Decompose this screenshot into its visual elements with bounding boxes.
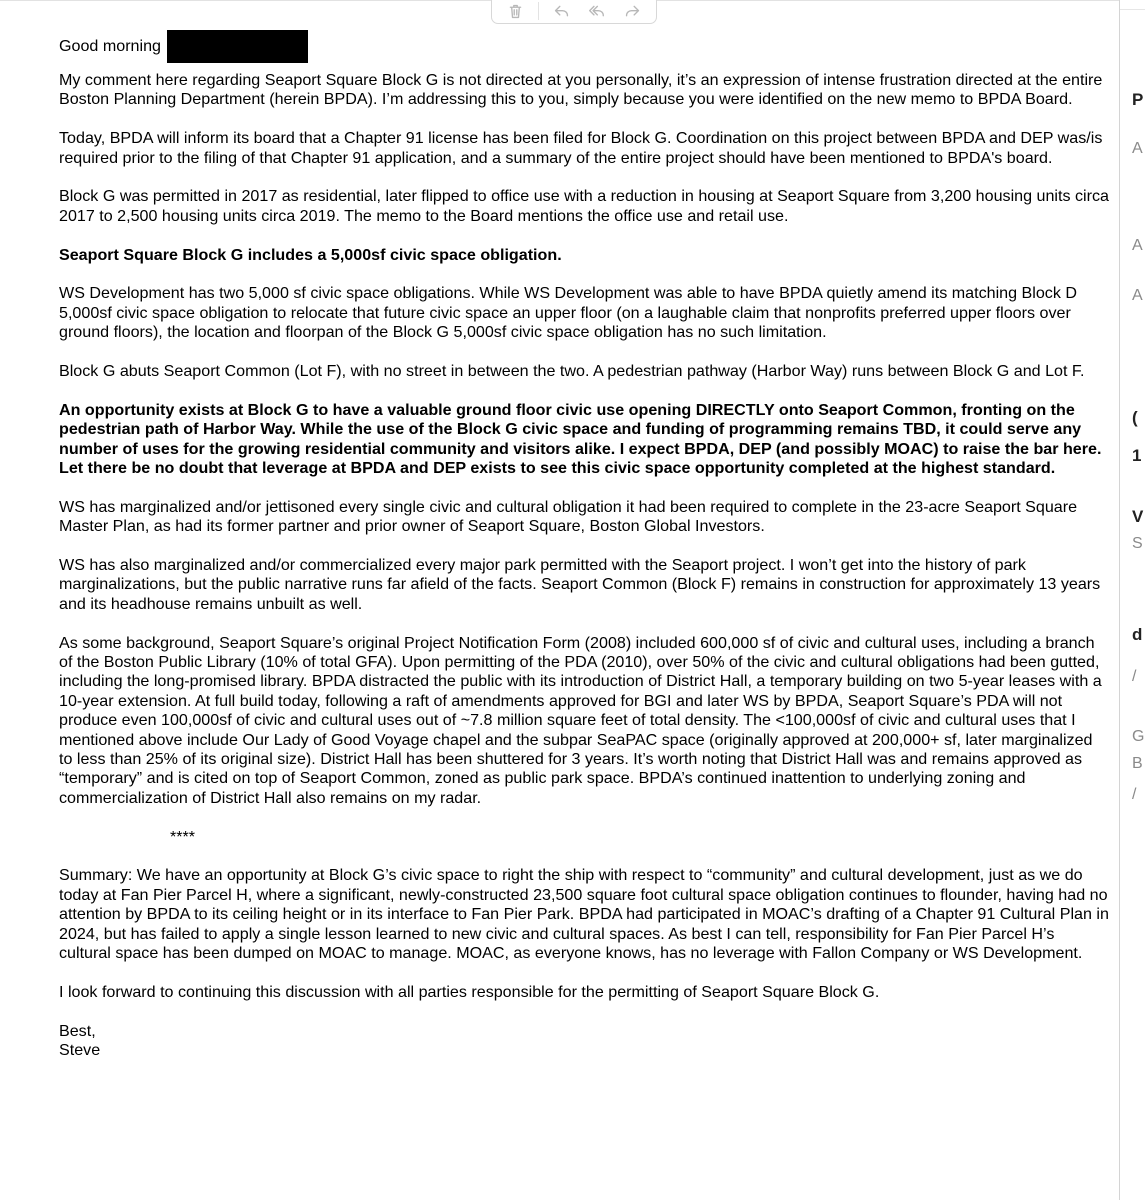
trash-button[interactable] <box>503 0 529 22</box>
email-body <box>59 30 1109 1061</box>
signature-text: Steve <box>59 1041 101 1060</box>
paragraph-marginalized: WS has marginalized and/or jettisoned every single civic and cultural obligation it had been required to complete in the 23-acre Seaport Square Master Plan, as had its former partner and prior owner of Seaport Square, Boston Global Investors. <box>59 497 1078 536</box>
paragraph-opportunity: An opportunity exists at Block G to have a valuable ground floor civic use opening DIRECTLY onto Seaport Common, fronting on the pedestrian path of Harbor Way. While the use of the Block G civic space and funding of programming remains TBD, it could serve any number of uses for the growing residential community and visitors alike. I expect BPDA, DEP (and possibly MOAC) to raise the bar here. Let there be no doubt that leverage at BPDA and DEP exists to see this civic space opportunity completed at the highest standard. <box>59 400 1102 478</box>
edge-fragment: A <box>1132 287 1143 304</box>
reply-all-icon <box>587 3 606 20</box>
paragraph-chapter91: Today, BPDA will inform its board that a Chapter 91 license has been filed for Block G. Coordination on this project between BPDA and DEP was/is required prior to the filing of that Chapter 91 application, and a summary of the entire project should have been mentioned to BPDA's board. <box>59 129 1103 167</box>
section-separator: **** <box>170 827 196 846</box>
paragraph-parks: WS has also marginalized and/or commercialized every major park permitted with the Seaport project. I won’t get into the history of park marginalizations, but the public narrative runs far afield of the facts. Seaport Common (Block F) remains in construction for approximately 13 years and its headhouse remains unbuilt as well. <box>59 556 1101 613</box>
greeting-line <box>59 30 1109 63</box>
paragraph-location: Block G abuts Seaport Common (Lot F), with no street in between the two. A pedestrian pathway (Harbor Way) runs between Block G and Lot F. <box>59 362 1085 381</box>
paragraph-ws-obligations: WS Development has two 5,000 sf civic space obligations. While WS Development was able to have BPDA quietly amend its matching Block D 5,000sf civic space obligation to relocate that future civic space an upper floor (on a laughable claim that nonprofits preferred upper floors over ground floors), the location and floorpan of the Block G 5,000sf civic space obligation has no such limitation. <box>59 284 1077 342</box>
paragraph-closing: I look forward to continuing this discussion with all parties responsible for the permitting of Seaport Square Block G. <box>59 982 880 1001</box>
paragraph-permitting: Block G was permitted in 2017 as residential, later flipped to office use with a reduction in housing at Seaport Square from 3,200 housing units circa 2017 to 2,500 housing units circa 2019. The memo to the Board mentions the office use and retail use. <box>59 187 1109 225</box>
message-toolbar <box>491 0 657 24</box>
pane-header <box>1120 0 1145 10</box>
forward-icon <box>623 3 642 20</box>
trash-icon <box>506 3 525 20</box>
edge-fragment: S <box>1132 535 1143 552</box>
edge-fragment: B <box>1132 755 1143 772</box>
redacted-name <box>167 30 308 63</box>
edge-fragment: / <box>1132 786 1137 803</box>
reply-button[interactable] <box>548 0 574 22</box>
edge-fragment: ( <box>1132 408 1138 427</box>
edge-fragment: / <box>1132 668 1137 685</box>
paragraph-intro: My comment here regarding Seaport Square Block G is not directed at you personally, it’s an expression of intense frustration directed at the entire Boston Planning Department (herein BPDA). I’m addressing this to you, simply because you were identified on the new memo to BPDA Board. <box>59 71 1103 109</box>
reply-all-button[interactable] <box>584 0 610 22</box>
edge-fragment: V <box>1132 507 1144 526</box>
paragraph-obligation-heading: Seaport Square Block G includes a 5,000sf civic space obligation. <box>59 245 562 264</box>
edge-fragment: A <box>1132 140 1143 157</box>
edge-fragment: d <box>1132 625 1143 644</box>
edge-fragment: P <box>1132 90 1144 109</box>
toolbar-separator <box>538 2 539 20</box>
greeting-text: Good morning <box>59 36 161 55</box>
forward-button[interactable] <box>619 0 645 22</box>
reply-icon <box>552 3 571 20</box>
edge-fragment: A <box>1132 237 1143 254</box>
edge-fragment: G <box>1132 728 1145 745</box>
edge-fragment: 1 <box>1132 446 1142 465</box>
signoff <box>59 1022 1109 1061</box>
paragraph-summary: Summary: We have an opportunity at Block G’s civic space to right the ship with respect to “community” and cultural development, just as we do today at Fan Pier Parcel H, where a significant, newly-constructed 23,500 square foot cultural space obligation continues to flounder, having had no attention by BPDA to its ceiling height or in its interface to Fan Pier Park. BPDA had participated in MOAC’s drafting of a Chapter 91 Cultural Plan in 2024, but has failed to apply a single lesson learned to new civic and cultural spaces. As best I can tell, responsibility for Fan Pier Parcel H’s cultural space has been dumped on MOAC to manage. MOAC, as everyone knows, has no leverage with Fallon Company or WS Development. <box>59 866 1109 963</box>
closing-text: Best, <box>59 1021 96 1040</box>
paragraph-background: As some background, Seaport Square’s original Project Notification Form (2008) included 600,000 sf of civic and cultural uses, including a branch of the Boston Public Library (10% of total GFA). Upon permitting of the PDA (2010), over 50% of the civic and cultural obligations had been gutted, including the long-promised library. BPDA distracted the public with its introduction of District Hall, a temporary building on two 5-year leases with a 10-year extension. At full build today, following a raft of amendments approved for BGI and later WS by BPDA, Seaport Square’s PDA will not produce even 100,000sf of civic and cultural uses out of ~7.8 million square feet of total density. The <100,000sf of civic and cultural uses that I mentioned above include Our Lady of Good Voyage chapel and the subpar SeaPAC space (originally approved at 200,000+ sf, later marginalized to less than 25% of its original size). District Hall has been shuttered for 3 years. It’s worth noting that District Hall was and remains approved as “temporary” and is cited on top of Seaport Common, zoned as public park space. BPDA’s continued inattention to underlying zoning and commercialization of District Hall also remains on my radar. <box>59 633 1102 807</box>
adjacent-pane-edge <box>1119 0 1145 1200</box>
